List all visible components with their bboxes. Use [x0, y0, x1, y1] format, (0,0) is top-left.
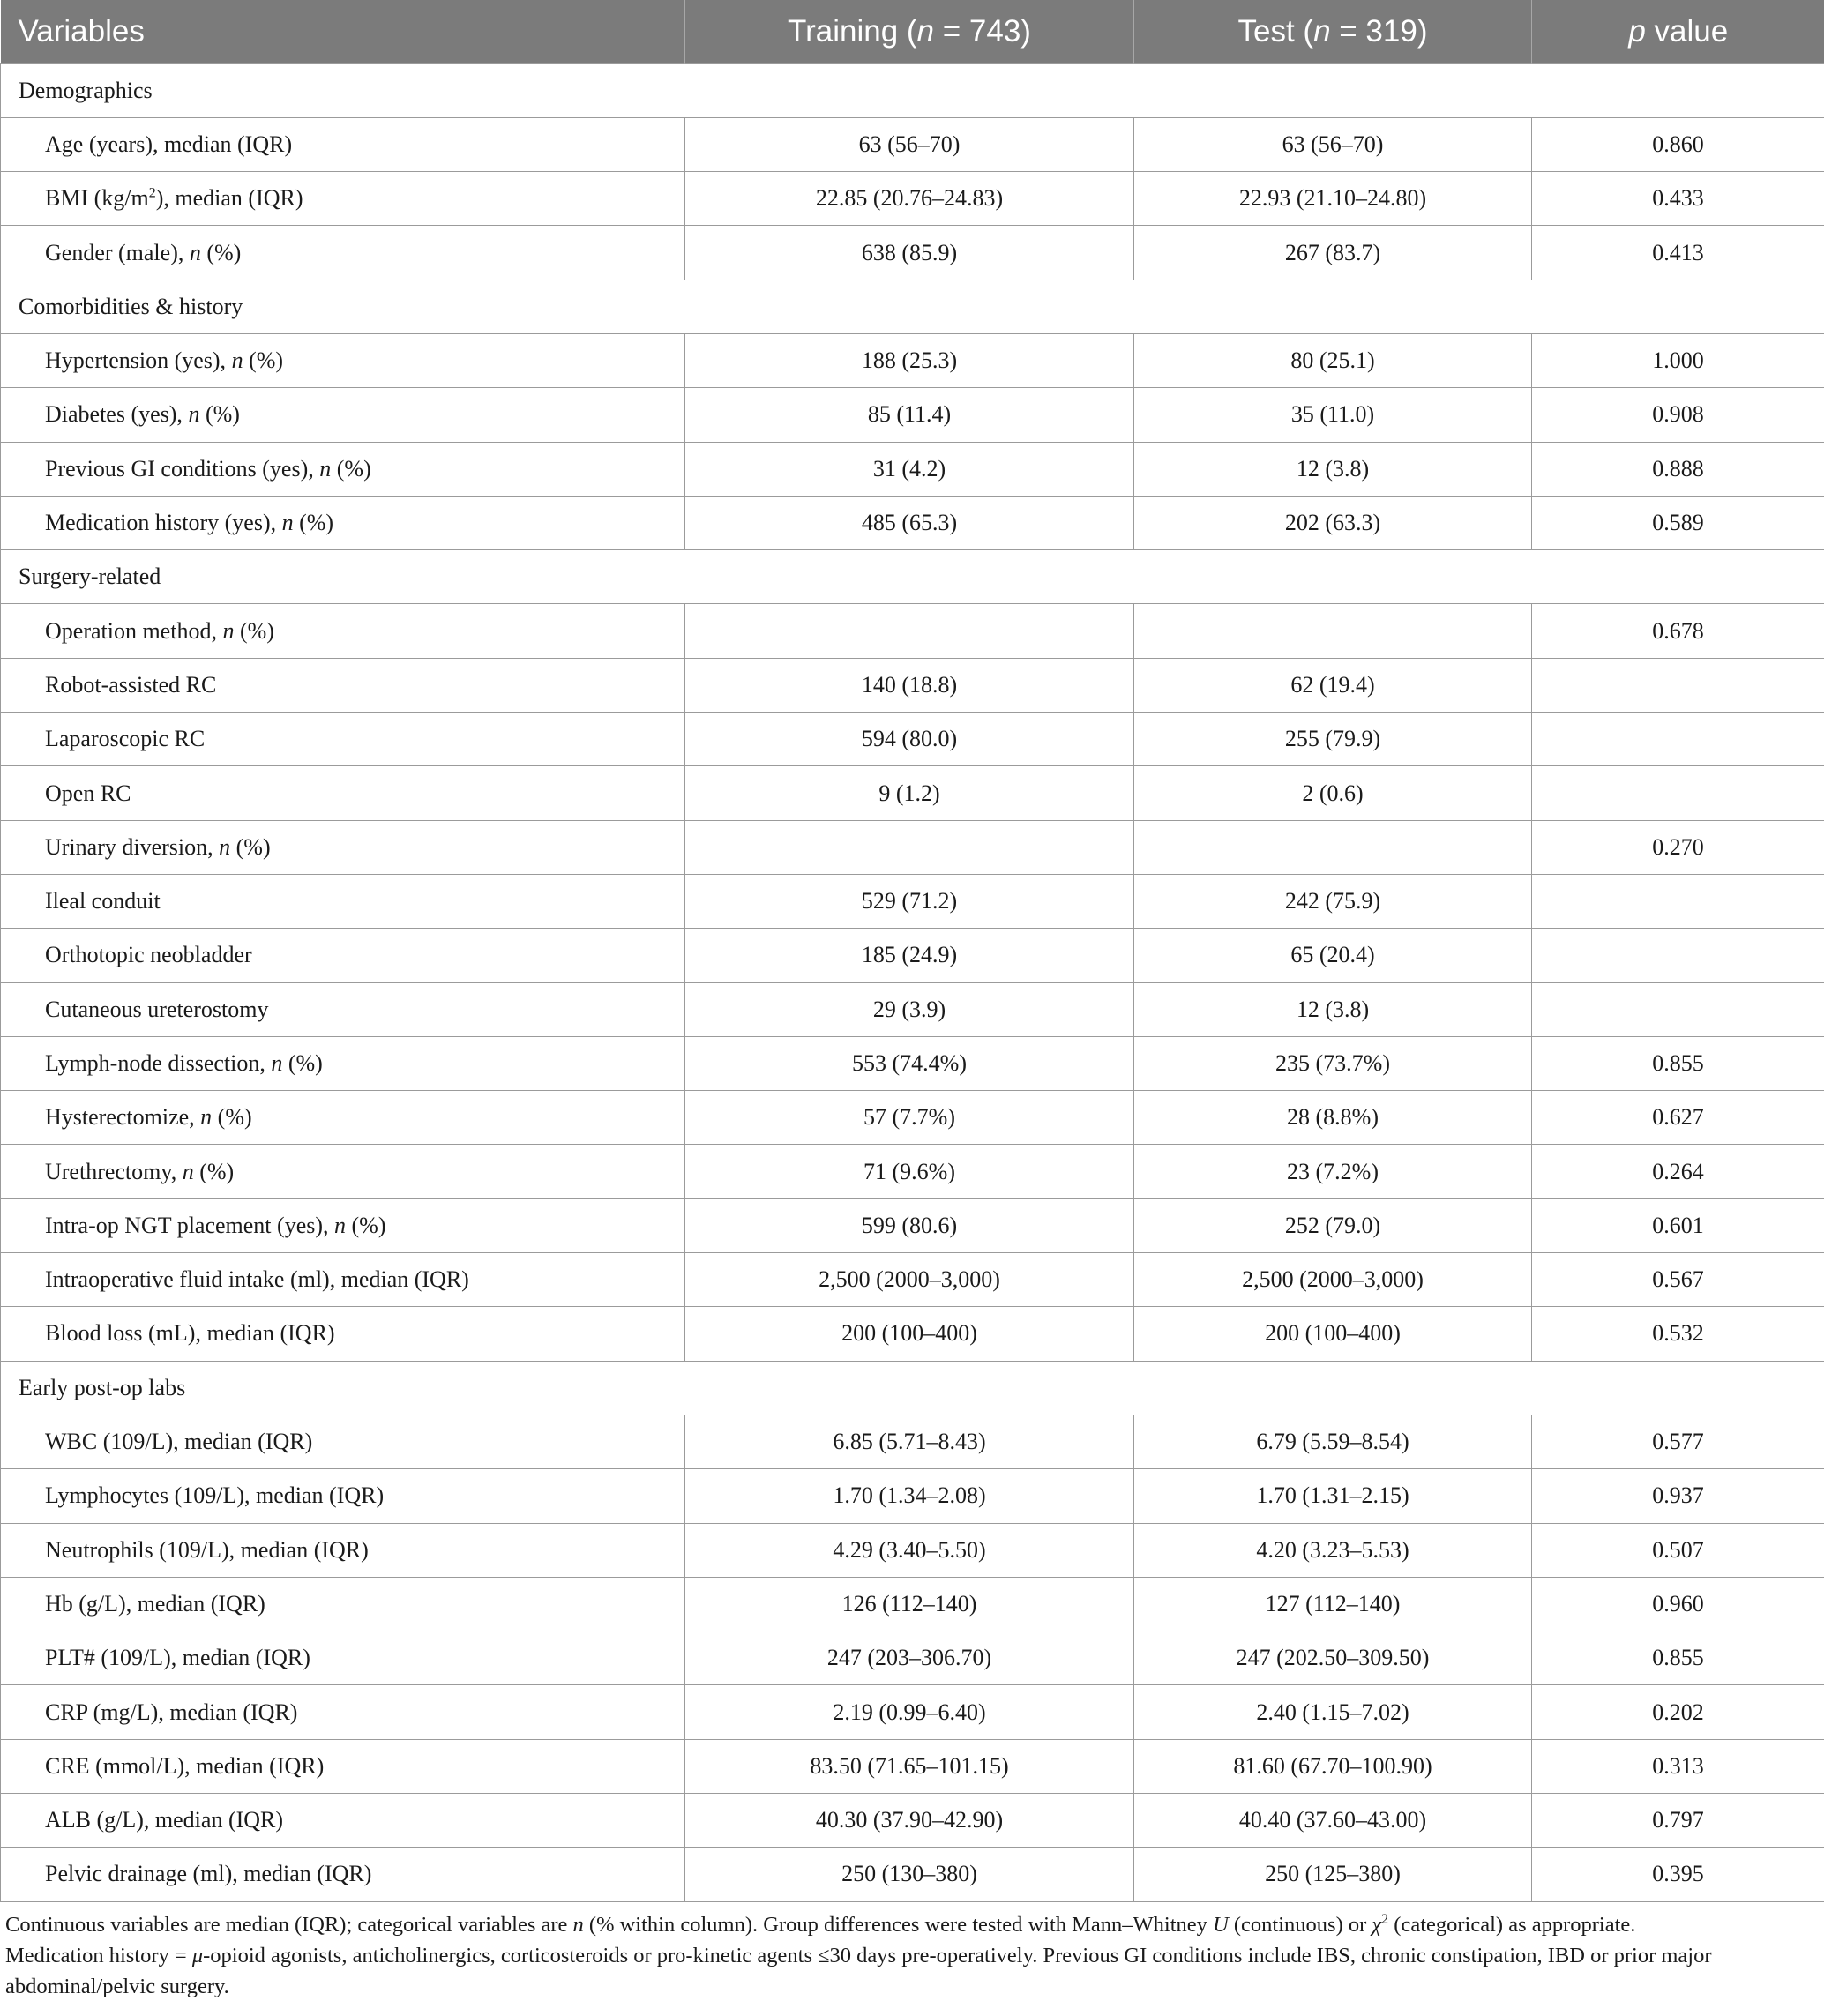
variable-label [1, 982, 685, 1036]
variable-label-post: (%) [230, 833, 271, 860]
test-value: 200 (100–400) [1134, 1307, 1532, 1361]
table-row [1, 929, 1824, 982]
training-value: 185 (24.9) [685, 929, 1134, 982]
variable-label-pre: Operation method, [45, 617, 223, 644]
footnote-segment: Continuous variables are median (IQR); categorical variables are [5, 1912, 573, 1937]
test-value: 250 (125–380) [1134, 1848, 1532, 1901]
variable-label-pre: Orthotopic neobladder [45, 942, 252, 968]
test-value: 6.79 (5.59–8.54) [1134, 1415, 1532, 1468]
header-training-it: n [916, 13, 935, 49]
header-training-post: = 743) [934, 13, 1031, 49]
variable-label-it: n [231, 347, 243, 374]
variable-label-it: n [189, 239, 201, 265]
variable-label [1, 1848, 685, 1901]
table-row [1, 1739, 1824, 1793]
variable-label-pre: Gender (male), [45, 239, 190, 265]
table-row [1, 226, 1824, 280]
training-value: 2.19 (0.99–6.40) [685, 1685, 1134, 1739]
training-value: 594 (80.0) [685, 713, 1134, 766]
footnote-segment: (categorical) as appropriate. [1388, 1912, 1636, 1937]
training-value: 485 (65.3) [685, 496, 1134, 549]
table-row [1, 604, 1824, 658]
test-value: 62 (19.4) [1134, 658, 1532, 712]
variable-label-it: n [281, 510, 294, 536]
table-footnote [0, 1902, 1824, 2002]
table-row [1, 1307, 1824, 1361]
header-p-value [1532, 0, 1824, 63]
variable-label [1, 1469, 685, 1523]
test-value: 267 (83.7) [1134, 226, 1532, 280]
header-training [685, 0, 1134, 63]
variable-label [1, 713, 685, 766]
p-value: 0.264 [1532, 1145, 1824, 1198]
variable-label [1, 874, 685, 928]
test-value: 255 (79.9) [1134, 713, 1532, 766]
variable-label [1, 172, 685, 226]
table-row [1, 117, 1824, 171]
variable-label-pre: Blood loss (mL), median (IQR) [45, 1320, 335, 1347]
variable-label-pre: Robot-assisted RC [45, 671, 217, 698]
section-row [1, 280, 1824, 333]
variable-label-pre: CRE (mmol/L), median (IQR) [45, 1752, 325, 1779]
training-value: 31 (4.2) [685, 442, 1134, 496]
variable-label [1, 604, 685, 658]
p-value: 0.270 [1532, 820, 1824, 874]
header-test-pre: Test ( [1237, 13, 1314, 49]
variable-label [1, 1577, 685, 1631]
p-value: 0.507 [1532, 1523, 1824, 1577]
test-value: 247 (202.50–309.50) [1134, 1631, 1532, 1685]
variable-label [1, 1685, 685, 1739]
training-value: 250 (130–380) [685, 1848, 1134, 1901]
variable-label-pre: Laparoscopic RC [45, 726, 206, 752]
p-value: 0.313 [1532, 1739, 1824, 1793]
training-value: 57 (7.7%) [685, 1091, 1134, 1145]
variable-label [1, 1307, 685, 1361]
training-value: 4.29 (3.40–5.50) [685, 1523, 1134, 1577]
variable-label-pre: Hypertension (yes), [45, 347, 232, 374]
table-row [1, 713, 1824, 766]
footnote-segment: -opioid agonists, anticholinergics, corticosteroids or pro-kinetic agents ≤30 days pre-operatively. Previous GI conditions include IBS, chronic constipation, IBD or prior major abdominal/pelvic surgery. [5, 1943, 1712, 1998]
variable-label-it: n [219, 833, 231, 860]
table-row [1, 1036, 1824, 1090]
training-value: 638 (85.9) [685, 226, 1134, 280]
p-value [1532, 658, 1824, 712]
variable-label-pre: CRP (mg/L), median (IQR) [45, 1699, 298, 1725]
p-value: 0.937 [1532, 1469, 1824, 1523]
training-value [685, 604, 1134, 658]
variable-label [1, 1631, 685, 1685]
training-value: 553 (74.4%) [685, 1036, 1134, 1090]
test-value: 12 (3.8) [1134, 982, 1532, 1036]
variable-label-it: n [334, 1212, 347, 1238]
variable-label-post: (%) [199, 401, 240, 428]
test-value: 40.40 (37.60–43.00) [1134, 1794, 1532, 1848]
header-training-pre: Training ( [788, 13, 917, 49]
variable-label-pre: Cutaneous ureterostomy [45, 996, 269, 1022]
variable-label-post: (%) [200, 239, 242, 265]
training-value: 85 (11.4) [685, 388, 1134, 442]
variable-label-post: (%) [282, 1049, 323, 1076]
training-value: 1.70 (1.34–2.08) [685, 1469, 1134, 1523]
p-value: 0.888 [1532, 442, 1824, 496]
table-row [1, 172, 1824, 226]
variable-label-sup: 2 [148, 185, 156, 201]
training-value [685, 820, 1134, 874]
test-value: 202 (63.3) [1134, 496, 1532, 549]
table-row [1, 1091, 1824, 1145]
training-value: 6.85 (5.71–8.43) [685, 1415, 1134, 1468]
footnote-segment: U [1213, 1912, 1229, 1937]
test-value [1134, 604, 1532, 658]
training-value: 63 (56–70) [685, 117, 1134, 171]
table-row [1, 442, 1824, 496]
footnote-segment: Medication history = [5, 1943, 192, 1967]
section-row [1, 1361, 1824, 1415]
test-value: 22.93 (21.10–24.80) [1134, 172, 1532, 226]
footnote-segment: 2 [1381, 1911, 1389, 1927]
p-value [1532, 874, 1824, 928]
test-value: 2,500 (2000–3,000) [1134, 1253, 1532, 1307]
section-label: Comorbidities & history [1, 280, 1824, 333]
test-value [1134, 820, 1532, 874]
variable-label-post: (%) [331, 455, 371, 482]
test-value: 127 (112–140) [1134, 1577, 1532, 1631]
variable-label-pre: Lymph-node dissection, [45, 1049, 272, 1076]
table-row [1, 820, 1824, 874]
p-value: 0.589 [1532, 496, 1824, 549]
table-row [1, 1198, 1824, 1252]
variable-label [1, 1091, 685, 1145]
p-value: 0.855 [1532, 1631, 1824, 1685]
p-value: 1.000 [1532, 333, 1824, 387]
variable-label-it: n [200, 1104, 213, 1131]
variable-label [1, 820, 685, 874]
variable-label-it: n [188, 401, 200, 428]
header-variables [1, 0, 685, 63]
table-row [1, 658, 1824, 712]
variable-label [1, 1145, 685, 1198]
variable-label-post: (%) [234, 617, 274, 644]
p-value: 0.908 [1532, 388, 1824, 442]
variable-label-pre: Diabetes (yes), [45, 401, 189, 428]
variable-label-post: (%) [243, 347, 284, 374]
variable-label-pre: Hysterectomize, [45, 1104, 201, 1131]
table-row [1, 496, 1824, 549]
training-value: 71 (9.6%) [685, 1145, 1134, 1198]
training-value: 40.30 (37.90–42.90) [685, 1794, 1134, 1848]
section-label: Early post-op labs [1, 1361, 1824, 1415]
table-row [1, 1577, 1824, 1631]
footnote-segment: μ [191, 1943, 204, 1967]
test-value: 63 (56–70) [1134, 117, 1532, 171]
variable-label [1, 496, 685, 549]
table-row [1, 982, 1824, 1036]
variable-label-it: n [222, 617, 235, 644]
training-value: 29 (3.9) [685, 982, 1134, 1036]
variable-label-pre: PLT# (109/L), median (IQR) [45, 1645, 310, 1671]
table-header [1, 0, 1824, 63]
footnote-segment: (continuous) or [1228, 1912, 1372, 1937]
training-value: 22.85 (20.76–24.83) [685, 172, 1134, 226]
p-value: 0.601 [1532, 1198, 1824, 1252]
table-body [1, 63, 1824, 1901]
variable-label-it: n [182, 1158, 194, 1184]
header-p-value-post: value [1645, 13, 1729, 49]
p-value: 0.960 [1532, 1577, 1824, 1631]
table-row [1, 333, 1824, 387]
section-label: Demographics [1, 63, 1824, 117]
p-value: 0.567 [1532, 1253, 1824, 1307]
p-value: 0.855 [1532, 1036, 1824, 1090]
variable-label [1, 1523, 685, 1577]
variable-label-post: (%) [212, 1104, 252, 1131]
table-row [1, 1145, 1824, 1198]
test-value: 28 (8.8%) [1134, 1091, 1532, 1145]
variable-label-pre: Previous GI conditions (yes), [45, 455, 320, 482]
p-value: 0.678 [1532, 604, 1824, 658]
header-test [1134, 0, 1532, 63]
variable-label [1, 388, 685, 442]
variable-label [1, 929, 685, 982]
training-value: 200 (100–400) [685, 1307, 1134, 1361]
test-value: 80 (25.1) [1134, 333, 1532, 387]
variable-label [1, 226, 685, 280]
variable-label-pre: Intraoperative fluid intake (ml), median (IQR) [45, 1266, 469, 1293]
p-value: 0.627 [1532, 1091, 1824, 1145]
p-value [1532, 982, 1824, 1036]
variable-label-pre: BMI (kg/m [45, 185, 149, 212]
variable-label-pre: Lymphocytes (109/L), median (IQR) [45, 1482, 385, 1509]
test-value: 23 (7.2%) [1134, 1145, 1532, 1198]
test-value: 81.60 (67.70–100.90) [1134, 1739, 1532, 1793]
test-value: 4.20 (3.23–5.53) [1134, 1523, 1532, 1577]
variable-label-it: n [271, 1049, 283, 1076]
p-value [1532, 929, 1824, 982]
p-value: 0.433 [1532, 172, 1824, 226]
training-value: 599 (80.6) [685, 1198, 1134, 1252]
variable-label [1, 1036, 685, 1090]
footnote-segment: n [572, 1912, 584, 1937]
table-row [1, 1415, 1824, 1468]
p-value: 0.202 [1532, 1685, 1824, 1739]
test-value: 35 (11.0) [1134, 388, 1532, 442]
table-row [1, 1794, 1824, 1848]
p-value: 0.413 [1532, 226, 1824, 280]
variable-label-pre: Neutrophils (109/L), median (IQR) [45, 1536, 369, 1563]
variable-label-pre: Medication history (yes), [45, 510, 282, 536]
variable-label [1, 333, 685, 387]
variable-label-post: (%) [293, 510, 334, 536]
header-row [1, 0, 1824, 63]
training-value: 83.50 (71.65–101.15) [685, 1739, 1134, 1793]
p-value: 0.395 [1532, 1848, 1824, 1901]
variable-label-it: n [319, 455, 332, 482]
section-label: Surgery-related [1, 550, 1824, 604]
test-value: 235 (73.7%) [1134, 1036, 1532, 1090]
training-value: 529 (71.2) [685, 874, 1134, 928]
footnote-segment: χ [1372, 1912, 1382, 1937]
footnote-segment: (% within column). Group differences were tested with Mann–Whitney [583, 1912, 1214, 1937]
header-variables-pre: Variables [18, 13, 145, 49]
variable-label-pre: Urethrectomy, [45, 1158, 183, 1184]
test-value: 12 (3.8) [1134, 442, 1532, 496]
p-value: 0.797 [1532, 1794, 1824, 1848]
test-value: 1.70 (1.31–2.15) [1134, 1469, 1532, 1523]
footnote-line-2 [5, 1940, 1817, 2002]
table-row [1, 1685, 1824, 1739]
variable-label-pre: Age (years), median (IQR) [45, 131, 293, 157]
training-value: 140 (18.8) [685, 658, 1134, 712]
variable-label-pre: Intra-op NGT placement (yes), [45, 1212, 335, 1238]
section-row [1, 550, 1824, 604]
footnote-line-1 [5, 1909, 1817, 1940]
training-value: 247 (203–306.70) [685, 1631, 1134, 1685]
header-test-it: n [1313, 13, 1331, 49]
training-value: 9 (1.2) [685, 766, 1134, 820]
training-value: 2,500 (2000–3,000) [685, 1253, 1134, 1307]
table-row [1, 1469, 1824, 1523]
table-row [1, 1848, 1824, 1901]
test-value: 252 (79.0) [1134, 1198, 1532, 1252]
variable-label [1, 1794, 685, 1848]
variable-label [1, 766, 685, 820]
variable-label-pre: Urinary diversion, [45, 833, 220, 860]
test-value: 242 (75.9) [1134, 874, 1532, 928]
test-value: 65 (20.4) [1134, 929, 1532, 982]
variable-label-post: ), median (IQR) [155, 185, 303, 212]
section-row [1, 63, 1824, 117]
variable-label-post: (%) [193, 1158, 235, 1184]
variable-label-pre: Ileal conduit [45, 888, 161, 915]
test-value: 2.40 (1.15–7.02) [1134, 1685, 1532, 1739]
table-row [1, 1253, 1824, 1307]
variable-label [1, 1415, 685, 1468]
variable-label-post: (%) [346, 1212, 386, 1238]
p-value: 0.532 [1532, 1307, 1824, 1361]
variable-label-pre: Hb (g/L), median (IQR) [45, 1590, 265, 1617]
table-row [1, 1523, 1824, 1577]
header-p-value-it: p [1628, 13, 1646, 49]
table-row [1, 874, 1824, 928]
variable-label-pre: WBC (109/L), median (IQR) [45, 1429, 313, 1455]
table-row [1, 388, 1824, 442]
variable-label-pre: Open RC [45, 780, 131, 806]
header-test-post: = 319) [1330, 13, 1428, 49]
variable-label [1, 442, 685, 496]
variable-label-pre: ALB (g/L), median (IQR) [45, 1807, 284, 1833]
p-value: 0.860 [1532, 117, 1824, 171]
p-value [1532, 766, 1824, 820]
variable-label [1, 1198, 685, 1252]
p-value [1532, 713, 1824, 766]
training-value: 126 (112–140) [685, 1577, 1134, 1631]
variable-label [1, 117, 685, 171]
training-value: 188 (25.3) [685, 333, 1134, 387]
variable-label [1, 658, 685, 712]
table-row [1, 1631, 1824, 1685]
variable-label [1, 1739, 685, 1793]
p-value: 0.577 [1532, 1415, 1824, 1468]
table-row [1, 766, 1824, 820]
variable-label-pre: Pelvic drainage (ml), median (IQR) [45, 1861, 372, 1887]
test-value: 2 (0.6) [1134, 766, 1532, 820]
variable-label [1, 1253, 685, 1307]
